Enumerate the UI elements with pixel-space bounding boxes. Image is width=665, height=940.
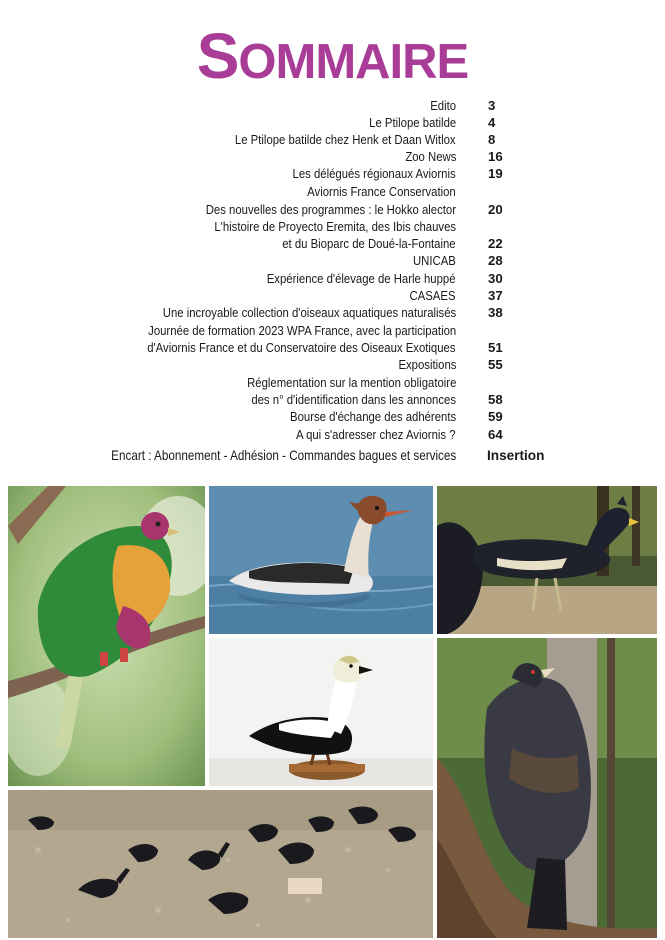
title-rest: OMMAIRE [238,35,469,89]
capercaillie-photo [437,638,657,938]
toc-entry-page: 38 [488,305,503,320]
toc-entry-title: Les délégués régionaux Aviornis [292,166,456,181]
fruit-dove-image [8,486,205,786]
toc-entry[interactable] [0,426,665,443]
toc-entry-page: 19 [488,166,503,181]
toc-entry[interactable] [0,201,665,218]
toc-entry-page: 55 [488,357,503,372]
toc-entry-title: Des nouvelles des programmes : le Hokko alector [205,202,456,217]
toc-entry-page: 3 [488,98,496,113]
toc-entry-title: Le Ptilope batilde chez Henk et Daan Witlox [235,132,456,147]
merganser-image [209,486,433,634]
curassow-image [437,486,657,634]
toc-entry-title: et du Bioparc de Doué-la-Fontaine [282,236,456,251]
toc-entry[interactable] [0,97,665,114]
toc-entry-page: 64 [488,427,503,442]
toc-entry-title: Aviornis France Conservation [307,184,456,199]
toc-entry-page: 8 [488,132,496,147]
merganser-photo [209,486,433,634]
toc-entry[interactable] [0,165,665,182]
toc-entry-title: UNICAB [413,253,456,268]
page-title [0,20,665,98]
toc-entry[interactable] [0,391,665,408]
toc-entry-title: Réglementation sur la mention obligatoire [246,375,456,390]
toc-entry[interactable] [0,339,665,356]
toc-entry[interactable] [0,287,665,304]
toc-entry-title: Journée de formation 2023 WPA France, avec la participation [147,323,456,338]
fruit-dove-photo [8,486,205,786]
toc-entry-insert[interactable] [0,447,665,464]
toc-entry-title: Edito [430,98,456,113]
toc-entry[interactable] [0,218,665,235]
toc-entry[interactable] [0,131,665,148]
toc-entry-title: des n° d'identification dans les annonces [251,392,456,407]
toc-entry-title: Encart : Abonnement - Adhésion - Commandes bagues et services [110,448,456,463]
eider-image [209,638,433,786]
bald-ibis-photo [8,790,433,938]
curassow-photo [437,486,657,634]
bald-ibis-image [8,790,433,938]
eider-specimen-photo [209,638,433,786]
toc-entry-title: CASAES [409,288,456,303]
toc-entry-title: Le Ptilope batilde [368,115,456,130]
toc-entry-page: 4 [488,115,496,130]
toc-entry-page: Insertion [487,448,545,463]
toc-entry-page: 22 [488,236,503,251]
toc-entry-page: 58 [488,392,503,407]
toc-entry-page: 30 [488,271,503,286]
toc-entry-title: Une incroyable collection d'oiseaux aquatiques naturalisés [162,305,456,320]
toc-entry-page: 20 [488,202,503,217]
capercaillie-image [437,638,657,938]
toc-entry[interactable] [0,304,665,321]
toc-entry-title: Expérience d'élevage de Harle huppé [267,271,456,286]
toc-entry[interactable] [0,252,665,269]
toc-entry-page: 59 [488,409,503,424]
toc-entry[interactable] [0,408,665,425]
toc-entry-page: 51 [488,340,503,355]
toc-entry[interactable] [0,235,665,252]
toc-entry[interactable] [0,148,665,165]
toc-entry-title: A qui s'adresser chez Aviornis ? [296,427,456,442]
toc-entry[interactable] [0,270,665,287]
toc-entry[interactable] [0,322,665,339]
toc-entry-page: 28 [488,253,503,268]
title-initial: S [196,20,239,92]
toc-entry-title: Bourse d'échange des adhérents [289,409,456,424]
toc-entry-title: d'Aviornis France et du Conservatoire des Oiseaux Exotiques [147,340,456,355]
toc-entry[interactable] [0,374,665,391]
toc-entry-title: Zoo News [404,149,456,164]
toc-entry[interactable] [0,356,665,373]
toc-entry[interactable] [0,183,665,200]
toc-entry-title: L'histoire de Proyecto Eremita, des Ibis chauves [214,219,456,234]
toc-entry-page: 16 [488,149,503,164]
toc-entry-page: 37 [488,288,503,303]
toc-entry[interactable] [0,114,665,131]
toc-entry-title: Expositions [397,357,456,372]
